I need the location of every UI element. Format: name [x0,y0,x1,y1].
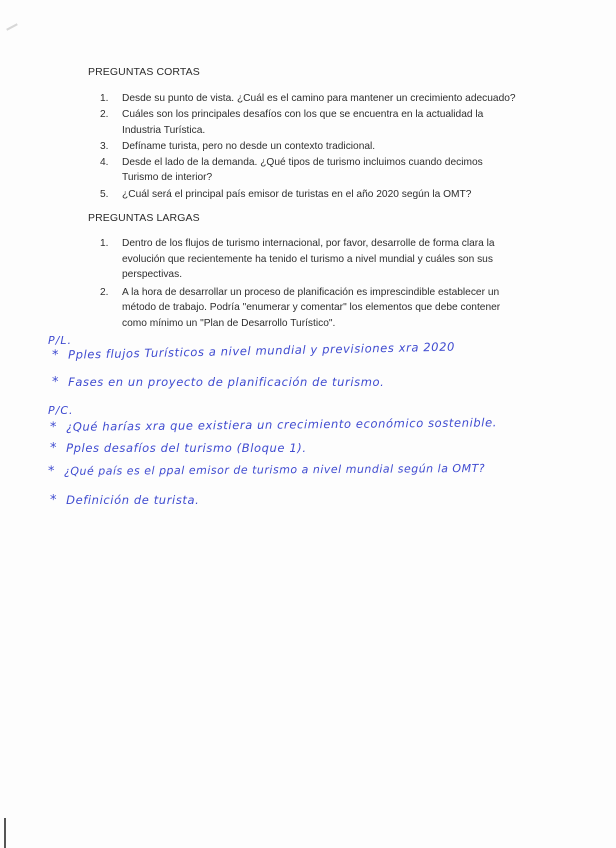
long-questions-list [100,236,520,331]
list-item [100,155,520,186]
asterisk-icon: * [50,493,58,508]
item-number: 2. [100,109,109,121]
handwritten-note [50,493,199,508]
item-number: 5. [100,188,109,200]
short-questions-list [100,91,520,202]
heading-preguntas-largas: PREGUNTAS LARGAS [88,212,200,224]
handwritten-note [50,441,307,456]
asterisk-icon: * [50,441,58,456]
asterisk-icon: * [47,463,56,479]
handwritten-note-text: Pples flujos Turísticos a nivel mundial y previsiones xra 2020 [67,339,456,362]
handwritten-note [48,461,485,479]
item-text: Dentro de los flujos de turismo internacional, por favor, desarrolle de forma clara la evolución que recientemente ha tenido el turismo a nivel mundial y cuáles son sus perspectivas. [122,238,495,280]
list-item [100,236,520,283]
handwritten-note-text: ¿Qué país es el ppal emisor de turismo a nivel mundial según la OMT? [63,461,486,478]
list-item [100,91,520,106]
item-text: ¿Cuál será el principal país emisor de turistas en el año 2020 según la OMT? [122,188,472,200]
list-item [100,285,520,332]
item-text: Desde el lado de la demanda. ¿Qué tipos de turismo incluimos cuando decimos Turismo de interior? [122,157,483,184]
asterisk-icon: * [49,419,58,435]
item-text: Cuáles son los principales desafíos con los que se encuentra en la actualidad la Industria Turística. [122,109,484,136]
scan-mark [6,23,18,30]
handwritten-label-pc: P/C. [48,404,74,417]
handwritten-note [52,340,455,363]
scan-edge-mark [4,818,6,848]
item-text: Defíname turista, pero no desde un contexto tradicional. [122,140,376,152]
item-number: 4. [100,157,109,169]
handwritten-note-text: Definición de turista. [66,493,200,507]
heading-preguntas-cortas: PREGUNTAS CORTAS [88,66,200,78]
asterisk-icon: * [52,375,60,390]
item-text: A la hora de desarrollar un proceso de planificación es imprescindible establecer un método de trabajo. Podría "enumerar y comentar" los elementos que debe contener como mínimo un "Plan de Desarrollo Turístico". [122,286,501,329]
item-number: 3. [100,140,109,152]
handwritten-note-text: Pples desafíos del turismo (Bloque 1). [66,441,307,455]
item-number: 1. [100,238,109,249]
list-item [100,139,520,154]
handwritten-note [52,375,384,390]
item-text: Desde su punto de vista. ¿Cuál es el camino para mantener un crecimiento adecuado? [122,93,516,104]
list-item [100,187,520,202]
list-item [100,107,520,138]
item-number: 1. [100,93,109,104]
item-number: 2. [100,286,109,298]
handwritten-note [50,415,497,435]
handwritten-note-text: Fases en un proyecto de planificación de turismo. [68,375,385,389]
handwritten-note-text: ¿Qué harías xra que existiera un crecimiento económico sostenible. [66,415,498,434]
handwritten-label-pl: P/L. [48,334,72,347]
asterisk-icon: * [51,347,60,363]
